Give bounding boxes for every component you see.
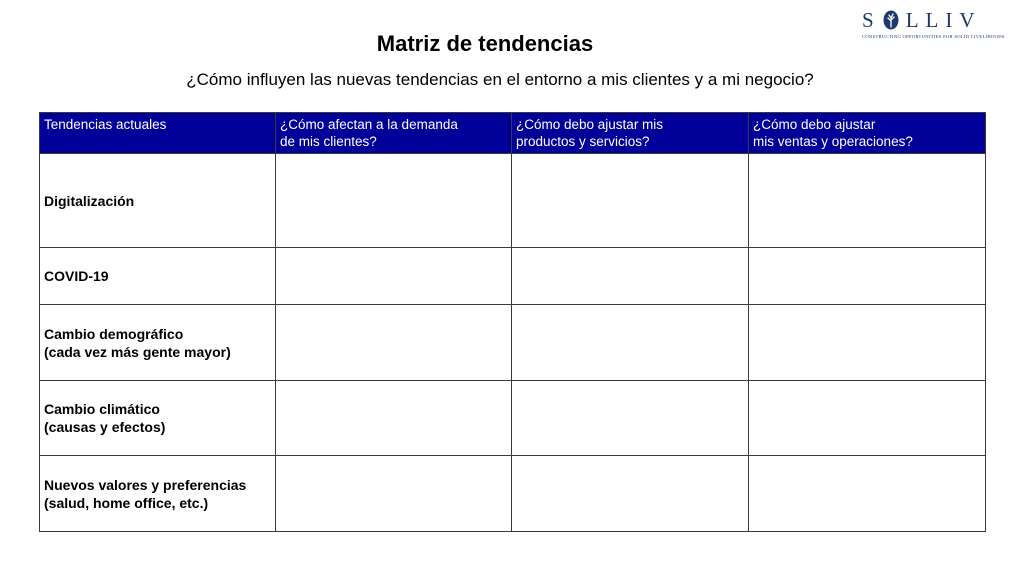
table-cell[interactable] (276, 305, 512, 381)
logo-letters-lliv: LLIV (905, 7, 982, 32)
table-cell[interactable] (749, 248, 986, 305)
table-row (40, 381, 986, 456)
table-cell[interactable] (276, 248, 512, 305)
column-header-sales: ¿Cómo debo ajustar mis ventas y operaciones? (749, 113, 986, 154)
row-label-cambio-demografico: Cambio demográfico (cada vez más gente mayor) (40, 305, 276, 381)
table-row (40, 154, 986, 248)
table-header-row (40, 113, 986, 154)
table-row (40, 456, 986, 532)
table-cell[interactable] (276, 456, 512, 532)
table-cell[interactable] (749, 154, 986, 248)
logo-wordmark (862, 8, 1012, 32)
row-label-covid: COVID-19 (40, 248, 276, 305)
column-header-products: ¿Cómo debo ajustar mis productos y servicios? (512, 113, 749, 154)
column-header-trends: Tendencias actuales (40, 113, 276, 154)
logo-letter-s: S (862, 7, 881, 32)
table-cell[interactable] (512, 456, 749, 532)
table-row (40, 248, 986, 305)
table-cell[interactable] (512, 305, 749, 381)
table-cell[interactable] (276, 154, 512, 248)
tree-icon (883, 10, 899, 30)
table-cell[interactable] (749, 381, 986, 456)
logo-tagline: CONSTRUCTING OPPORTUNITIES FOR SOLID LIVELIHOODS (862, 34, 1005, 39)
table-cell[interactable] (749, 456, 986, 532)
table-cell[interactable] (512, 381, 749, 456)
table-cell[interactable] (749, 305, 986, 381)
row-label-cambio-climatico: Cambio climático (causas y efectos) (40, 381, 276, 456)
column-header-demand: ¿Cómo afectan a la demanda de mis clientes? (276, 113, 512, 154)
table-cell[interactable] (512, 248, 749, 305)
page-subtitle: ¿Cómo influyen las nuevas tendencias en el entorno a mis clientes y a mi negocio? (186, 70, 814, 89)
row-label-digitalizacion: Digitalización (40, 154, 276, 248)
trends-matrix-table (39, 112, 986, 532)
page-title: Matriz de tendencias (376, 31, 594, 56)
table-row (40, 305, 986, 381)
table-cell[interactable] (512, 154, 749, 248)
table-cell[interactable] (276, 381, 512, 456)
row-label-nuevos-valores: Nuevos valores y preferencias (salud, home office, etc.) (40, 456, 276, 532)
